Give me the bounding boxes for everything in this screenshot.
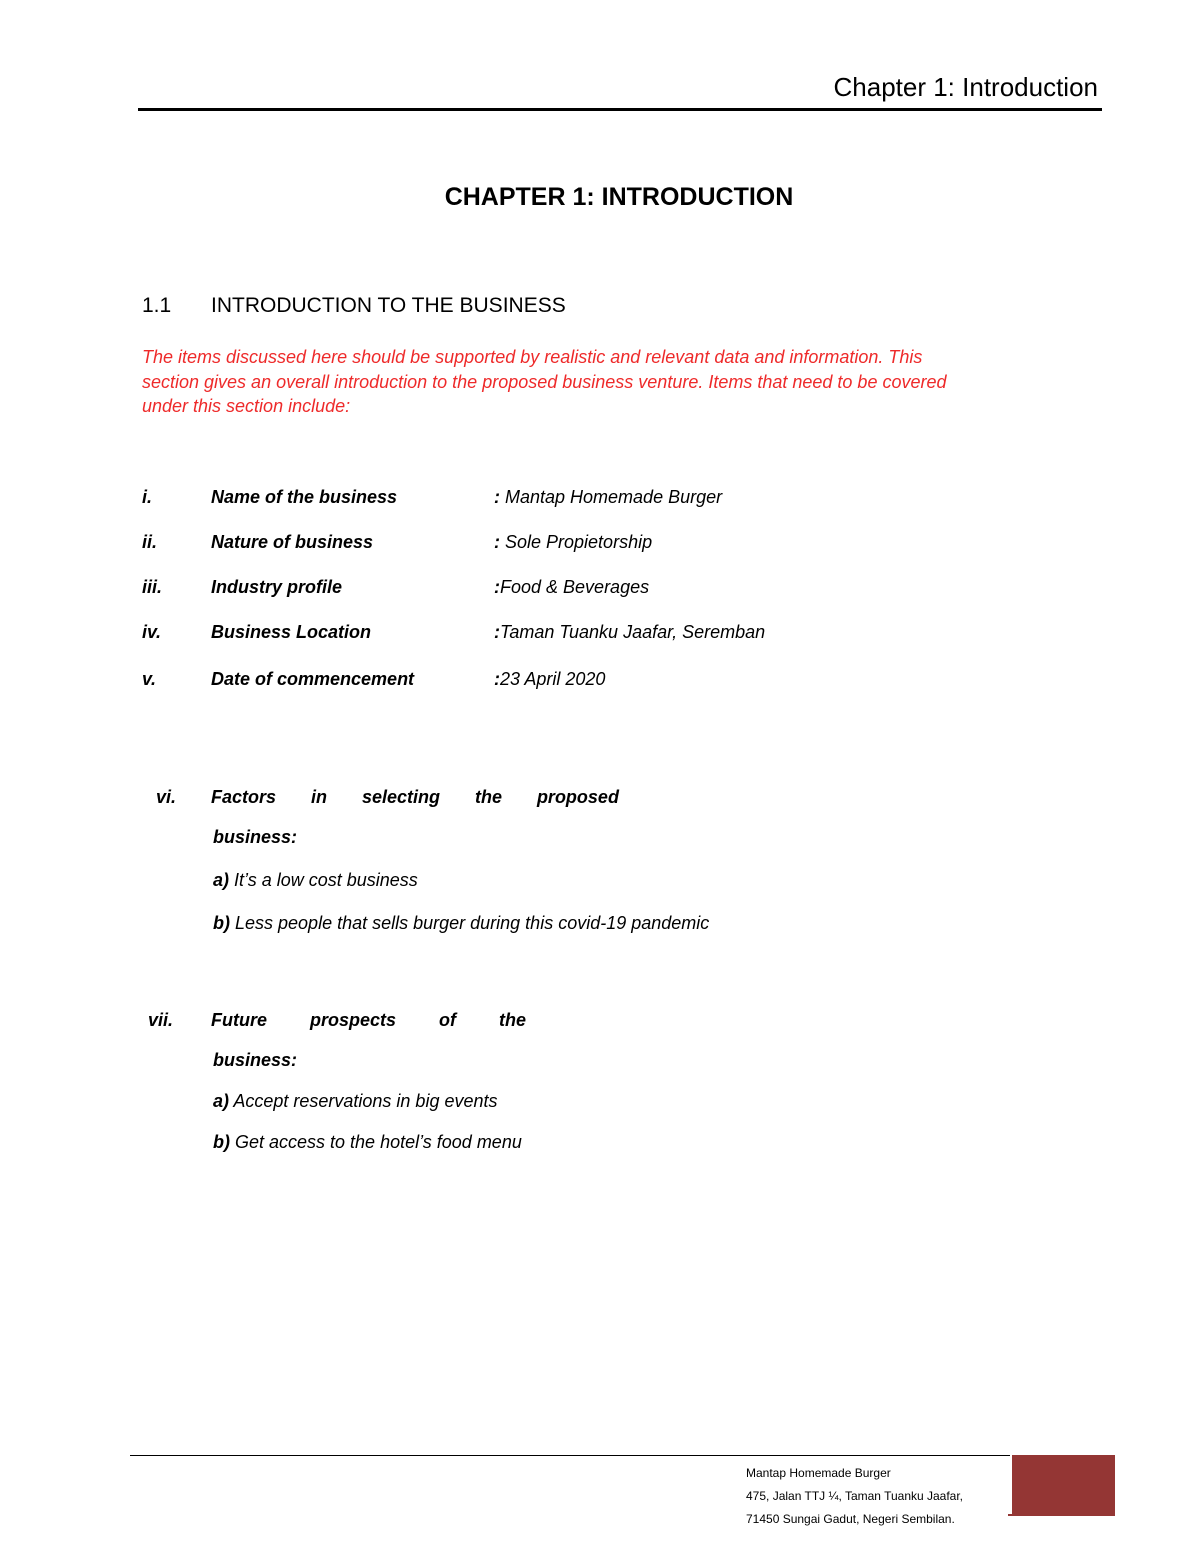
detail-label: Date of commencement <box>211 669 415 689</box>
heading-word: of <box>439 1010 456 1030</box>
item-marker: a) <box>213 1091 230 1111</box>
prospects-number: vii. <box>148 1010 174 1030</box>
detail-value <box>494 575 649 599</box>
detail-value-text: Sole Propietorship <box>500 532 653 552</box>
detail-number: iv. <box>142 622 162 642</box>
section-heading <box>142 291 566 321</box>
detail-label: Name of the business <box>211 487 398 507</box>
detail-separator: : <box>494 622 500 642</box>
footer-rule <box>130 1455 1010 1456</box>
item-marker: a) <box>213 870 230 890</box>
heading-word: proposed <box>536 787 619 807</box>
heading-word: the <box>498 1010 526 1030</box>
detail-value <box>494 485 722 509</box>
detail-separator: : <box>494 532 500 552</box>
chapter-title: CHAPTER 1: INTRODUCTION <box>444 183 794 211</box>
list-item <box>213 868 418 892</box>
detail-value-text: Taman Tuanku Jaafar, Seremban <box>500 622 766 642</box>
item-marker: b) <box>213 913 230 933</box>
detail-value-text: 23 April 2020 <box>500 669 606 689</box>
heading-word: in <box>311 787 327 807</box>
detail-separator: : <box>494 577 500 597</box>
detail-label: Business Location <box>211 622 372 642</box>
item-text: Get access to the hotel’s food menu <box>230 1132 522 1152</box>
detail-value <box>494 667 605 691</box>
heading-word: the <box>474 787 502 807</box>
item-text: Less people that sells burger during this covid-19 pandemic <box>230 913 710 933</box>
detail-number: ii. <box>142 532 158 552</box>
section-number: 1.1 <box>142 294 172 317</box>
guidance-line: The items discussed here should be supported by realistic and relevant data and information. This <box>142 347 923 367</box>
item-text: Accept reservations in big events <box>229 1091 498 1111</box>
heading-word: prospects <box>309 1010 397 1030</box>
page-number-box-underline <box>1008 1514 1115 1516</box>
detail-number: v. <box>142 669 157 689</box>
heading-word: Future <box>211 1010 267 1030</box>
list-item <box>213 911 709 935</box>
item-text: It’s a low cost business <box>229 870 418 890</box>
list-item <box>213 1130 522 1154</box>
detail-value <box>494 620 765 644</box>
heading-word: Factors <box>211 787 277 807</box>
detail-separator: : <box>494 669 500 689</box>
factors-heading <box>211 785 619 809</box>
factors-number: vi. <box>156 787 177 807</box>
factors-heading-continued: business: <box>213 827 298 847</box>
detail-separator: : <box>494 487 500 507</box>
footer-address <box>746 1462 963 1531</box>
detail-number: iii. <box>142 577 163 597</box>
prospects-heading-continued: business: <box>213 1050 298 1070</box>
page-number-box <box>1010 1455 1115 1516</box>
guidance-line: under this section include: <box>142 396 351 416</box>
detail-number: i. <box>142 487 153 507</box>
section-title: INTRODUCTION TO THE BUSINESS <box>211 294 566 317</box>
guidance-paragraph <box>142 345 1042 419</box>
running-header-title: Chapter 1: Introduction <box>833 72 1098 102</box>
prospects-heading <box>211 1008 526 1032</box>
header-rule <box>138 108 1102 111</box>
item-marker: b) <box>213 1132 230 1152</box>
heading-word: selecting <box>361 787 440 807</box>
list-item <box>213 1089 498 1113</box>
detail-value <box>494 530 652 554</box>
detail-value-text: Food & Beverages <box>500 577 650 597</box>
detail-value-text: Mantap Homemade Burger <box>500 487 723 507</box>
footer-address-line: 475, Jalan TTJ ¼, Taman Tuanku Jaafar, <box>746 1489 964 1503</box>
guidance-line: section gives an overall introduction to the proposed business venture. Items that need to be covered <box>142 371 947 392</box>
detail-label: Nature of business <box>211 532 374 552</box>
footer-business-name: Mantap Homemade Burger <box>746 1466 891 1480</box>
footer-address-line: 71450 Sungai Gadut, Negeri Sembilan. <box>746 1512 955 1526</box>
detail-label: Industry profile <box>211 577 343 597</box>
